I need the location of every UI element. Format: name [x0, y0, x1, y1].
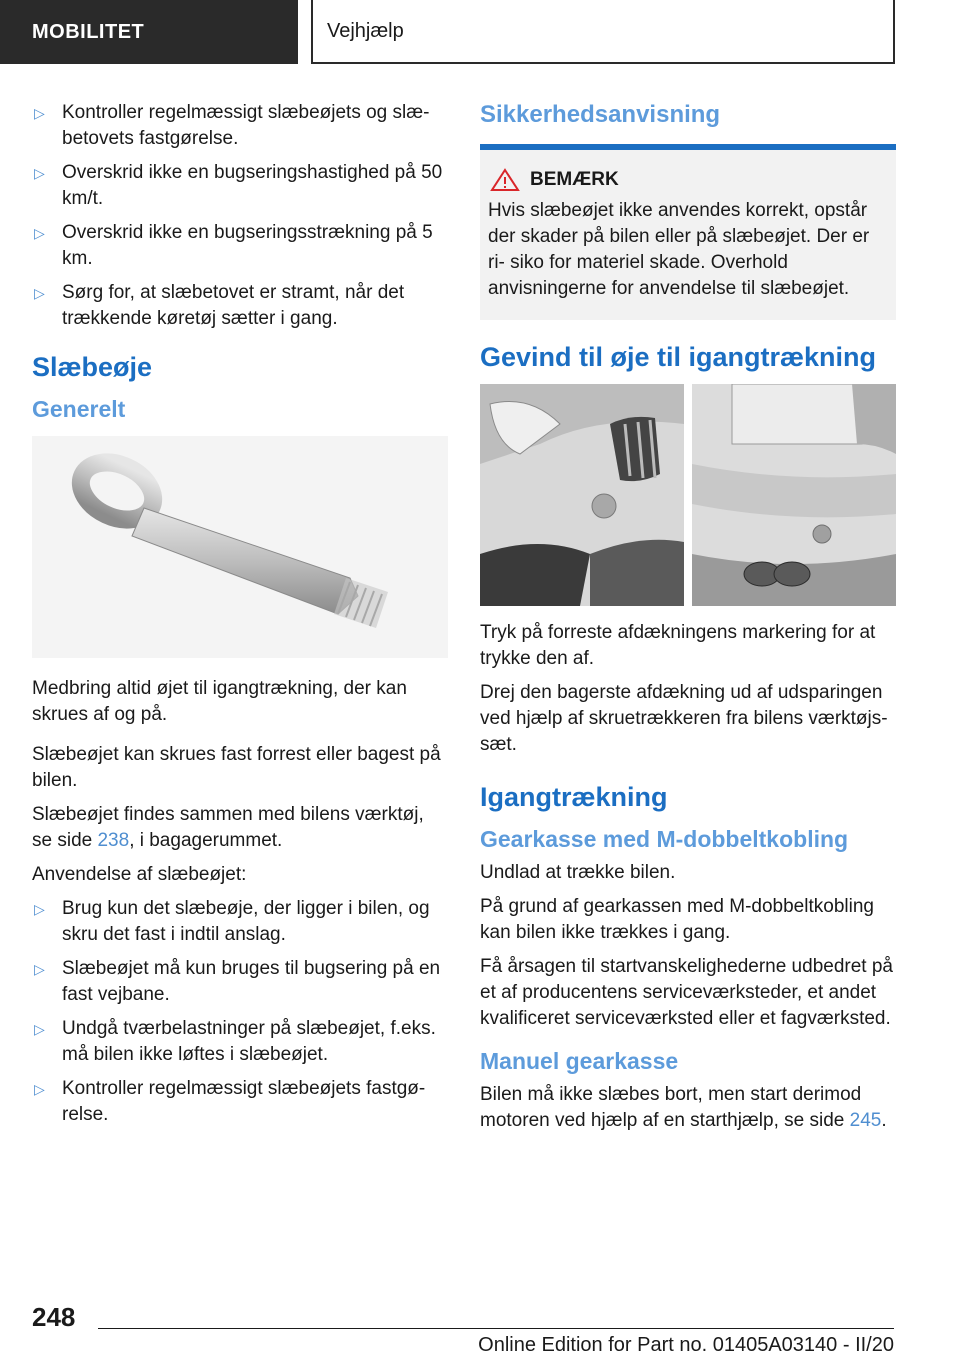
- list-item: ▷ Sørg for, at slæbetovet er stramt, når det trækkende køretøj sætter i gang.: [34, 282, 405, 329]
- page-link-238[interactable]: 238: [97, 830, 130, 851]
- paragraph: Drej den bagerste afdækning ud af udsparingen ved hjælp af skruetrækkeren fra bilens værktøjs‐ sæt.: [480, 682, 888, 755]
- list-item: ▷ Slæbeøjet må kun bruges til bugsering på en fast vejbane.: [34, 958, 441, 1005]
- triangle-right-icon: ▷: [34, 225, 45, 241]
- triangle-right-icon: ▷: [34, 285, 45, 301]
- paragraph: Medbring altid øjet til igangtrækning, der kan skrues af og på.: [32, 678, 407, 725]
- triangle-right-icon: ▷: [34, 1021, 45, 1037]
- notice-header: [490, 168, 888, 192]
- front-bumper-photo: [480, 384, 684, 606]
- notice-box: [480, 150, 896, 320]
- warning-triangle-icon: [490, 168, 520, 192]
- edition-text: Online Edition for Part no. 01405A03140 - II/20: [478, 1334, 894, 1356]
- heading-manuel-gearkasse: Manuel gearkasse: [480, 1048, 679, 1074]
- footer-rule: [98, 1328, 894, 1329]
- notice-text: Hvis slæbeøjet ikke anvendes korrekt, opstår der skader på bilen eller på slæbeøjet. Der er ri‐ siko for materiel skade. Overhold anvisningerne for anvendelse til slæbeøjet.: [488, 200, 870, 299]
- triangle-right-icon: ▷: [34, 105, 45, 121]
- list-item: ▷ Undgå tværbelastninger på slæbeøjet, f.eks. må bilen ikke løftes i slæbeøjet.: [34, 1018, 436, 1065]
- heading-generelt: Generelt: [32, 396, 126, 422]
- list-item: ▷ Overskrid ikke en bugseringshastighed på 50 km/t.: [34, 162, 443, 209]
- heading-slaebeoje: Slæbeøje: [32, 352, 153, 382]
- triangle-right-icon: ▷: [34, 165, 45, 181]
- paragraph: Få årsagen til startvanskelighederne udbedret på et af producentens serviceværksteder, et andet kvalificeret serviceværksted eller et fagværksted.: [480, 956, 893, 1029]
- paragraph: Slæbeøjet findes sammen med bilens værktøj, se side 238, i bagagerummet.: [32, 804, 424, 851]
- page-header: [0, 0, 960, 66]
- section-tab: MOBILITET: [0, 0, 298, 64]
- heading-sikkerhedsanvisning: Sikkerhedsanvisning: [480, 101, 721, 128]
- list-item: ▷ Kontroller regelmæssigt slæbeøjets fastgø‐ relse.: [34, 1078, 426, 1125]
- left-column: [32, 100, 448, 1136]
- list-item: ▷ Kontroller regelmæssigt slæbeøjets og slæ‐ betovets fastgørelse.: [34, 102, 430, 149]
- heading-gearkasse-m-dobbeltkobling: Gearkasse med M-dobbeltkobling: [480, 826, 849, 852]
- paragraph: Bilen må ikke slæbes bort, men start derimod motoren ved hjælp af en starthjælp, se side 245.: [480, 1084, 887, 1131]
- page-link-245[interactable]: 245: [849, 1110, 882, 1131]
- list-item: ▷ Brug kun det slæbeøje, der ligger i bilen, og skru det fast i indtil anslag.: [34, 898, 430, 945]
- bullet-list-top: [32, 100, 448, 332]
- paragraph: Undlad at trække bilen.: [480, 862, 676, 883]
- heading-gevind: Gevind til øje til igangtrækning: [480, 342, 877, 372]
- triangle-right-icon: ▷: [34, 901, 45, 917]
- right-column: [480, 98, 896, 1142]
- page-footer: [0, 1290, 960, 1362]
- triangle-right-icon: ▷: [34, 961, 45, 977]
- tow-eye-illustration: [32, 436, 448, 658]
- car-photos: [480, 384, 896, 606]
- paragraph: På grund af gearkassen med M-dobbeltkobling kan bilen ikke trækkes i gang.: [480, 896, 874, 943]
- list-item: ▷ Overskrid ikke en bugseringsstrækning på 5 km.: [34, 222, 433, 269]
- paragraph: Anvendelse af slæbeøjet:: [32, 864, 247, 885]
- page-number: 248: [32, 1302, 76, 1332]
- notice-title: BEMÆRK: [530, 169, 619, 190]
- triangle-right-icon: ▷: [34, 1081, 45, 1097]
- heading-igangtraekning: Igangtrækning: [480, 782, 668, 812]
- rear-bumper-photo: [692, 384, 896, 606]
- bullet-list-bottom: [32, 896, 448, 1128]
- chapter-tab: Vejhjælp: [311, 0, 895, 64]
- paragraph: Tryk på forreste afdækningens markering for at trykke den af.: [480, 622, 876, 669]
- paragraph: Slæbeøjet kan skrues fast forrest eller bagest på bilen.: [32, 744, 441, 791]
